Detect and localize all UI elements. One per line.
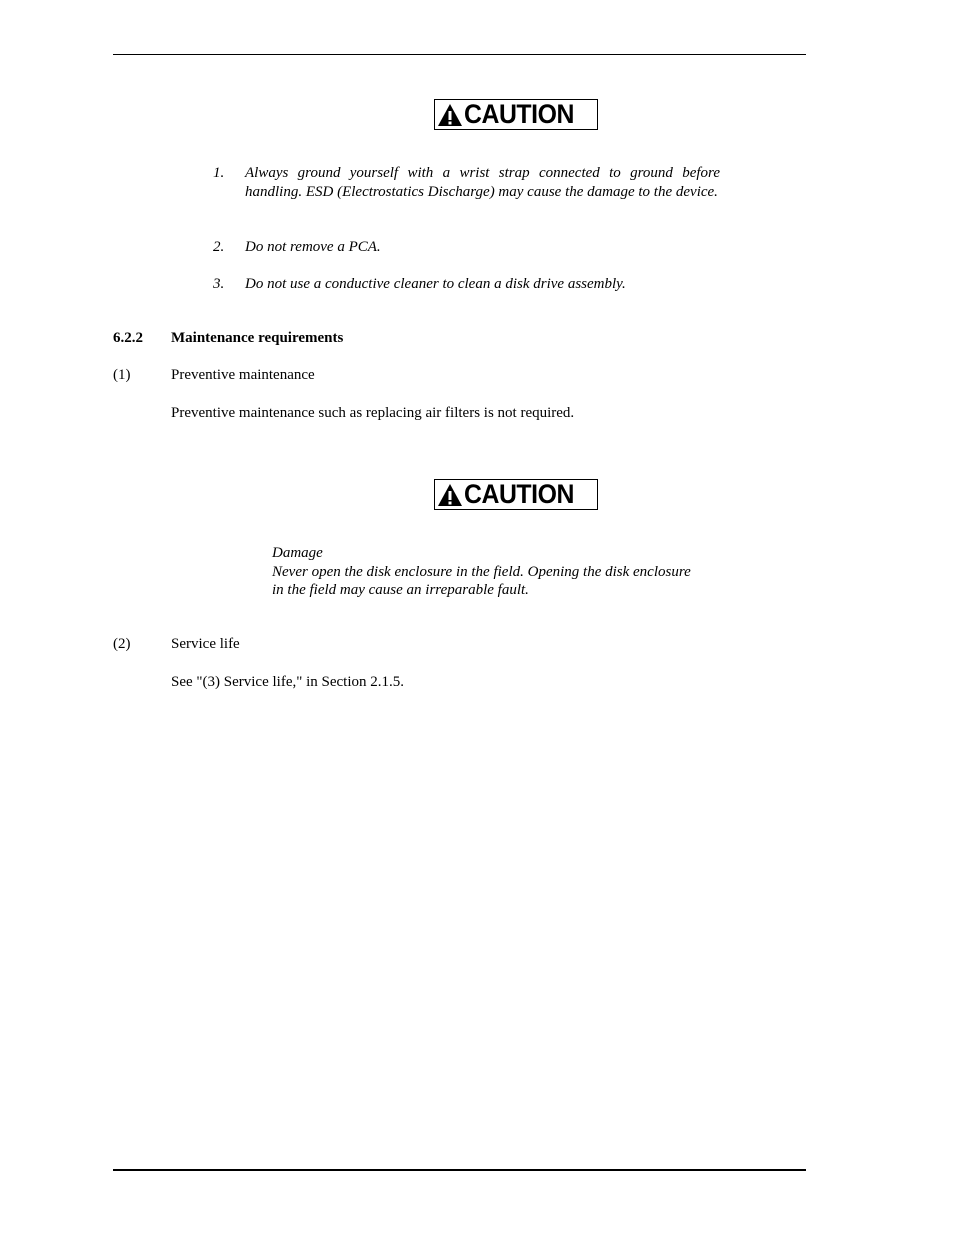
- caution-label: CAUTION: [464, 99, 574, 129]
- subsection-number: (1): [113, 367, 131, 383]
- subsection-title: Service life: [171, 636, 240, 652]
- list-item-number: 3.: [213, 276, 225, 292]
- warning-triangle-icon: [437, 483, 463, 507]
- subsection-title: Preventive maintenance: [171, 367, 315, 383]
- list-item: [213, 164, 720, 201]
- warning-triangle-icon: [437, 103, 463, 127]
- list-item-text: Do not remove a PCA.: [245, 239, 381, 255]
- caution-banner: [434, 479, 598, 510]
- list-item: [213, 238, 720, 257]
- section-title: Maintenance requirements: [171, 330, 344, 346]
- caution-text: Never open the disk enclosure in the field. Opening the disk enclosure: [272, 564, 691, 580]
- footer-rule: [113, 1169, 806, 1171]
- list-item-text: Do not use a conductive cleaner to clean a disk drive assembly.: [245, 276, 626, 292]
- section-number: 6.2.2: [113, 330, 143, 346]
- list-item: [213, 275, 720, 294]
- caution-banner: [434, 99, 598, 130]
- list-item-text: Always ground yourself with a wrist strap connected to ground before handling. ESD (Electrostatics Discharge) may cause the damage to the device.: [245, 165, 720, 200]
- subsection-number: (2): [113, 636, 131, 652]
- header-rule: [113, 54, 806, 55]
- list-item-number: 2.: [213, 239, 225, 255]
- list-item-number: 1.: [213, 165, 225, 181]
- caution-label: CAUTION: [464, 479, 574, 509]
- caution-text: in the field may cause an irreparable fault.: [272, 582, 529, 598]
- paragraph: See "(3) Service life," in Section 2.1.5.: [171, 674, 405, 690]
- caution-heading: Damage: [272, 545, 323, 561]
- paragraph: Preventive maintenance such as replacing air filters is not required.: [171, 405, 575, 421]
